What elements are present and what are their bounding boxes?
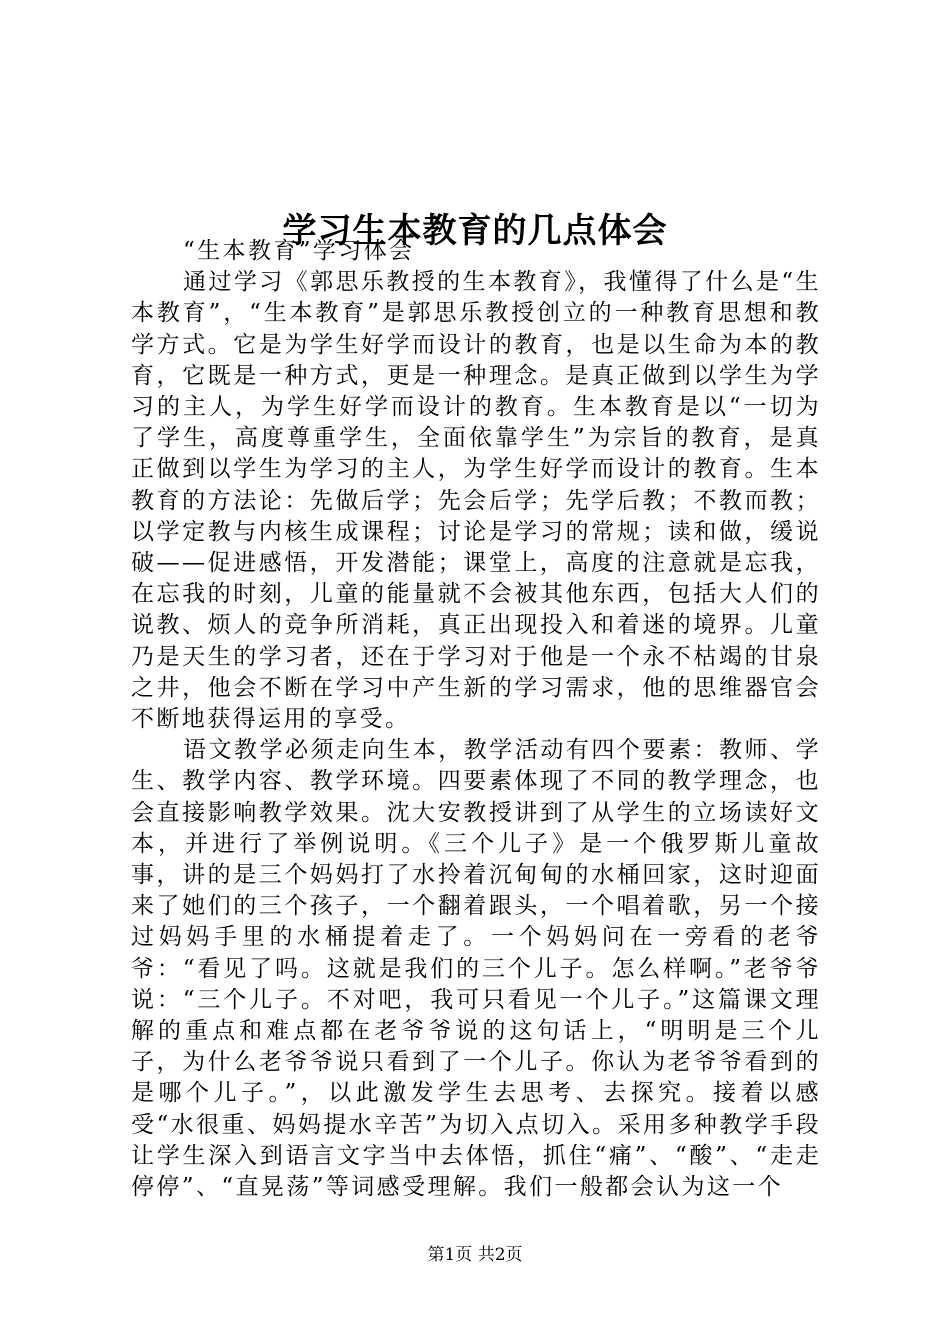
document-subtitle: “生本教育”学习体会 xyxy=(183,238,415,264)
document-body xyxy=(131,236,821,1203)
document-title: 学习生本教育的几点体会 xyxy=(282,210,668,251)
page-number-footer: 第1页 共2页 xyxy=(427,1245,523,1265)
body-paragraph: 通过学习《郭思乐教授的生本教育》，我懂得了什么是“生本教育”，“生本教育”是郭思乐教授创立的一种教育思想和教学方式。它是为学生好学而设计的教育，也是以生命为本的教育，它既是一种方式，更是一种理念。是真正做到以学生为学习的主人，为学生好学而设计的教育。生本教育是以“一切为了学生，高度尊重学生，全面依靠学生”为宗旨的教育，是真正做到以学生为学习的主人，为学生好学而设计的教育。生本教育的方法论：先做后学；先会后学；先学后教；不教而教；以学定教与内核生成课程；讨论是学习的常规；读和做，缓说破——促进感悟，开发潜能；课堂上，高度的注意就是忘我，在忘我的时刻，儿童的能量就不会被其他东西，包括大人们的说教、烦人的竞争所消耗，真正出现投入和着迷的境界。儿童乃是天生的学习者，还在于学习对于他是一个永不枯竭的甘泉之井，他会不断在学习中产生新的学习需求，他的思维器官会不断地获得运用的享受。 xyxy=(131,269,821,733)
body-paragraph: 语文教学必须走向生本，教学活动有四个要素：教师、学生、教学内容、教学环境。四要素体现了不同的教学理念，也会直接影响教学效果。沈大安教授讲到了从学生的立场读好文本，并进行了举例说明。《三个儿子》是一个俄罗斯儿童故事，讲的是三个妈妈打了水拎着沉甸甸的水桶回家，这时迎面来了她们的三个孩子，一个翻着跟头，一个唱着歌，另一个接过妈妈手里的水桶提着走了。一个妈妈问在一旁看的老爷爷：“看见了吗。这就是我们的三个儿子。怎么样啊。”老爷爷说：“三个儿子。不对吧，我可只看见一个儿子。”这篇课文理解的重点和难点都在老爷爷说的这句话上，“明明是三个儿子，为什么老爷爷说只看到了一个儿子。你认为老爷爷看到的是哪个儿子。”，以此激发学生去思考、去探究。接着以感受“水很重、妈妈提水辛苦”为切入点切入。采用多种教学手段让学生深入到语言文字当中去体悟，抓住“痛”、“酸”、“走走停停”、“直晃荡”等词感受理解。我们一般都会认为这一个 xyxy=(131,737,821,1201)
